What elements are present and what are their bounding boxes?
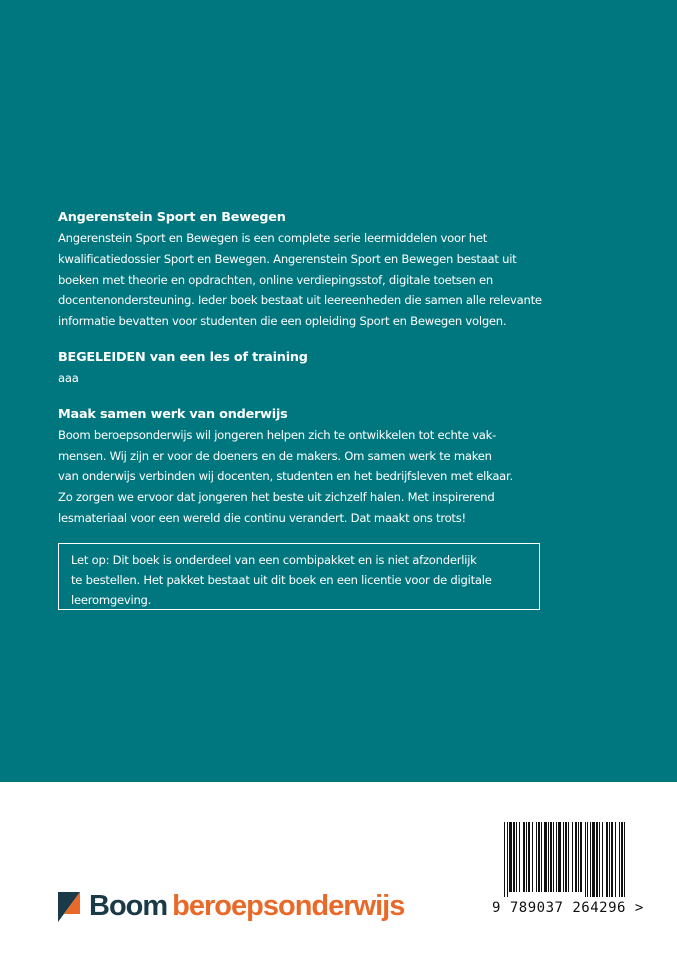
- section-line: Zo zorgen we ervoor dat jongeren het beste uit zichzelf halen. Met inspirerend: [58, 490, 495, 505]
- notice-line: Let op: Dit boek is onderdeel van een combipakket en is niet afzonderlijk: [71, 553, 477, 567]
- barcode-bar: [575, 822, 577, 892]
- barcode-bar: [513, 822, 515, 892]
- cover-text: [58, 207, 558, 544]
- barcode: [504, 822, 628, 897]
- section: [58, 404, 558, 529]
- section: [58, 347, 558, 389]
- barcode-bar: [519, 822, 520, 892]
- barcode-bar: [619, 822, 620, 897]
- barcode-bar: [563, 822, 564, 892]
- barcode-bar: [507, 822, 508, 897]
- barcode-bar: [621, 822, 623, 897]
- barcode-bar: [548, 822, 549, 892]
- barcode-bar: [532, 822, 533, 892]
- section-title: BEGELEIDEN van een les of training: [58, 349, 308, 365]
- barcode-bar: [509, 822, 512, 892]
- barcode-bar: [556, 822, 557, 892]
- barcode-bar: [572, 822, 573, 892]
- section-line: mensen. Wij zijn er voor de doeners en de makers. Om samen werk te maken: [58, 448, 492, 463]
- section-title: Maak samen werk van onderwijs: [58, 406, 288, 422]
- section-line: docentenondersteuning. Ieder boek bestaat uit leereenheden die samen alle relevante: [58, 293, 542, 308]
- barcode-bar: [585, 822, 586, 897]
- section-line: Boom beroepsonderwijs wil jongeren helpen zich te ontwikkelen tot echte vak-: [58, 427, 497, 442]
- barcode-bar: [544, 822, 547, 892]
- barcode-bar: [516, 822, 517, 892]
- section-title: Angerenstein Sport en Bewegen: [58, 210, 286, 225]
- barcode-bar: [578, 822, 579, 892]
- logo-mark-icon: [58, 892, 80, 922]
- section-line: informatie bevatten voor studenten die een opleiding Sport en Bewegen volgen.: [58, 314, 507, 329]
- barcode-bar: [611, 822, 613, 897]
- barcode-bar: [528, 822, 530, 892]
- barcode-bar: [592, 822, 595, 897]
- notice-line: te bestellen. Het pakket bestaat uit dit boek en een licentie voor de digitale: [71, 573, 492, 587]
- section-line: Angerenstein Sport en Bewegen is een complete serie leermiddelen voor het: [58, 231, 488, 245]
- barcode-bar: [624, 822, 625, 897]
- barcode-bar: [590, 822, 591, 897]
- section-line: lesmateriaal voor een wereld die continu verandert. Dat maakt ons trots!: [58, 510, 466, 525]
- section-line: kwalificatiedossier Sport en Bewegen. Angerenstein Sport en Bewegen bestaat uit: [58, 251, 517, 266]
- barcode-bar: [580, 822, 582, 892]
- barcode-bar: [526, 822, 527, 892]
- barcode-bar: [541, 822, 542, 892]
- barcode-bar: [606, 822, 608, 897]
- barcode-bar: [599, 822, 600, 897]
- barcode-bar: [565, 822, 567, 892]
- logo-beroepsonderwijs: beroepsonderwijs: [172, 890, 405, 922]
- notice-line: leeromgeving.: [71, 593, 152, 607]
- barcode-bar: [504, 822, 505, 897]
- barcode-bar: [553, 822, 554, 892]
- logo-boom: Boom: [89, 890, 168, 922]
- barcode-bar: [609, 822, 610, 897]
- barcode-bar: [536, 822, 537, 892]
- barcode-bar: [615, 822, 616, 897]
- barcode-bar: [596, 822, 598, 897]
- barcode-bar: [568, 822, 569, 892]
- section: [58, 207, 558, 332]
- isbn-number: 9 789037 264296 >: [492, 900, 644, 916]
- publisher-logo: [58, 890, 404, 923]
- barcode-bar: [523, 822, 525, 892]
- barcode-bar: [602, 822, 603, 897]
- section-line: aaa: [58, 370, 79, 385]
- section-line: van onderwijs verbinden wij docenten, studenten en het bedrijfsleven met elkaar.: [58, 469, 513, 484]
- section-line: boeken met theorie en opdrachten, online verdiepingsstof, digitale toetsen en: [58, 272, 493, 287]
- notice-box: [58, 543, 540, 610]
- barcode-bar: [550, 822, 552, 892]
- barcode-bar: [558, 822, 561, 892]
- barcode-bar: [538, 822, 540, 892]
- barcode-bar: [587, 822, 588, 897]
